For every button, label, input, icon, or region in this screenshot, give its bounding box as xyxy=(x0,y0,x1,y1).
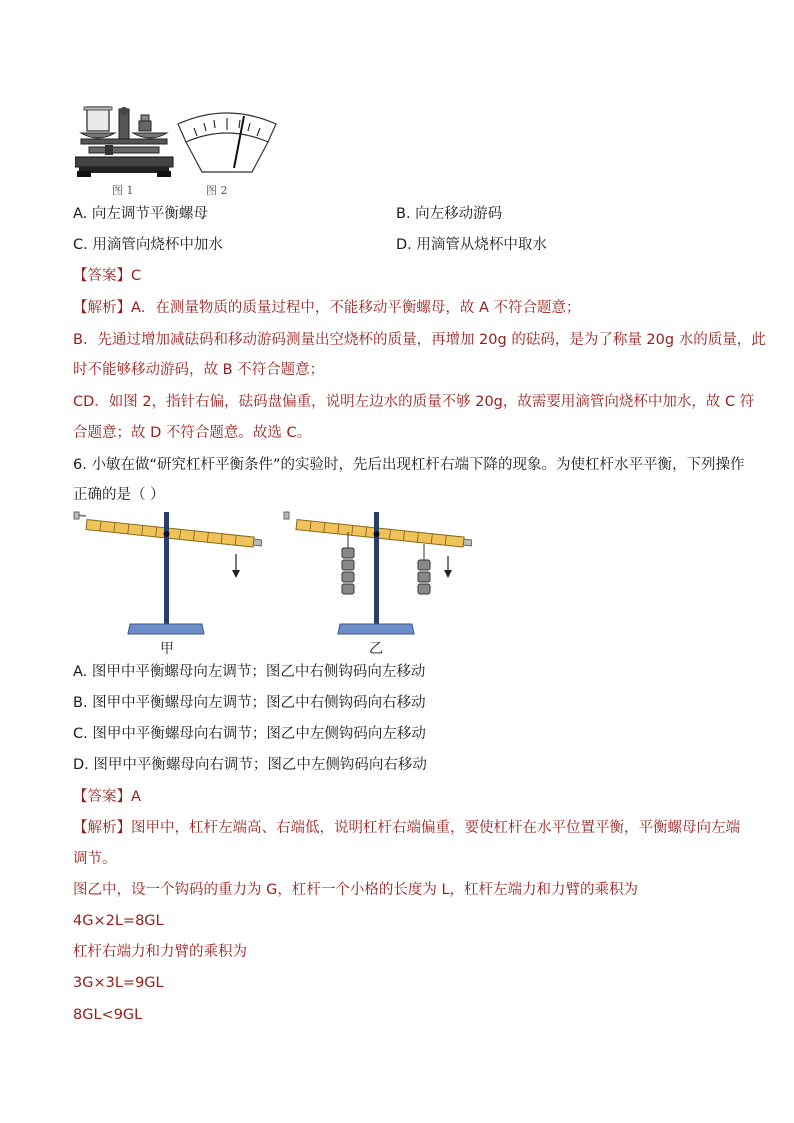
balance-scale-figure xyxy=(75,103,175,185)
q5-option-a: A. 向左调节平衡螺母 xyxy=(73,206,208,222)
q6-formula: 3G×3L=9GL xyxy=(73,975,164,991)
q5-analysis-line: B．先通过增加减砝码和移动游码测量出空烧杯的质量，再增加 20g 的砝码，是为了称量 20g 水的质量，此 xyxy=(73,332,766,348)
fig-yi-caption: 乙 xyxy=(369,641,383,657)
q5-analysis-line: 时不能够移动游码，故 B 不符合题意； xyxy=(73,362,325,378)
fig-jia-caption: 甲 xyxy=(160,641,174,657)
q6-analysis-line: 调节。 xyxy=(73,851,117,867)
lever-figure-yi xyxy=(282,508,472,638)
q6-option-a: A. 图甲中平衡螺母向左调节；图乙中右侧钩码向左移动 xyxy=(73,664,426,680)
q6-option-d: D. 图甲中平衡螺母向右调节；图乙中左侧钩码向右移动 xyxy=(73,757,427,773)
pointer-dial-figure xyxy=(172,106,282,186)
q6-analysis-line: 【解析】图甲中，杠杆左端高、右端低，说明杠杆右端偏重，要使杠杆在水平位置平衡，平衡螺母向左端 xyxy=(73,820,740,836)
q6-formula: 4G×2L=8GL xyxy=(73,913,164,929)
q5-option-b: B. 向左移动游码 xyxy=(396,206,503,222)
q6-formula: 8GL<9GL xyxy=(73,1007,143,1023)
fig1-caption: 图 1 xyxy=(112,184,134,197)
q6-analysis-line: 杠杆右端力和力臂的乘积为 xyxy=(73,944,247,960)
fig2-caption: 图 2 xyxy=(206,184,228,197)
q5-analysis-line: CD．如图 2，指针右偏，砝码盘偏重，说明左边水的质量不够 20g，故需要用滴管向烧杯中加水，故 C 符 xyxy=(73,394,755,410)
q5-answer: 【答案】C xyxy=(73,268,142,284)
q5-analysis-line: 合题意；故 D 不符合题意。故选 C。 xyxy=(73,425,312,441)
q6-analysis-line: 图乙中，设一个钩码的重力为 G，杠杆一个小格的长度为 L，杠杆左端力和力臂的乘积为 xyxy=(73,882,639,898)
q6-option-c: C. 图甲中平衡螺母向右调节；图乙中左侧钩码向左移动 xyxy=(73,726,426,742)
q5-option-c: C. 用滴管向烧杯中加水 xyxy=(73,237,223,253)
q6-stem: 6. 小敏在做“研究杠杆平衡条件”的实验时，先后出现杠杆右端下降的现象。为使杠杆水平平衡，下列操作 xyxy=(73,457,745,473)
q5-option-d: D. 用滴管从烧杯中取水 xyxy=(396,237,547,253)
q6-stem: 正确的是（ ） xyxy=(73,487,165,503)
q6-option-b: B. 图甲中平衡螺母向左调节；图乙中右侧钩码向右移动 xyxy=(73,695,426,711)
lever-figure-jia xyxy=(72,508,262,638)
q5-analysis-line: 【解析】A．在测量物质的质量过程中，不能移动平衡螺母，故 A 不符合题意； xyxy=(73,300,581,316)
q6-answer: 【答案】A xyxy=(73,789,141,805)
